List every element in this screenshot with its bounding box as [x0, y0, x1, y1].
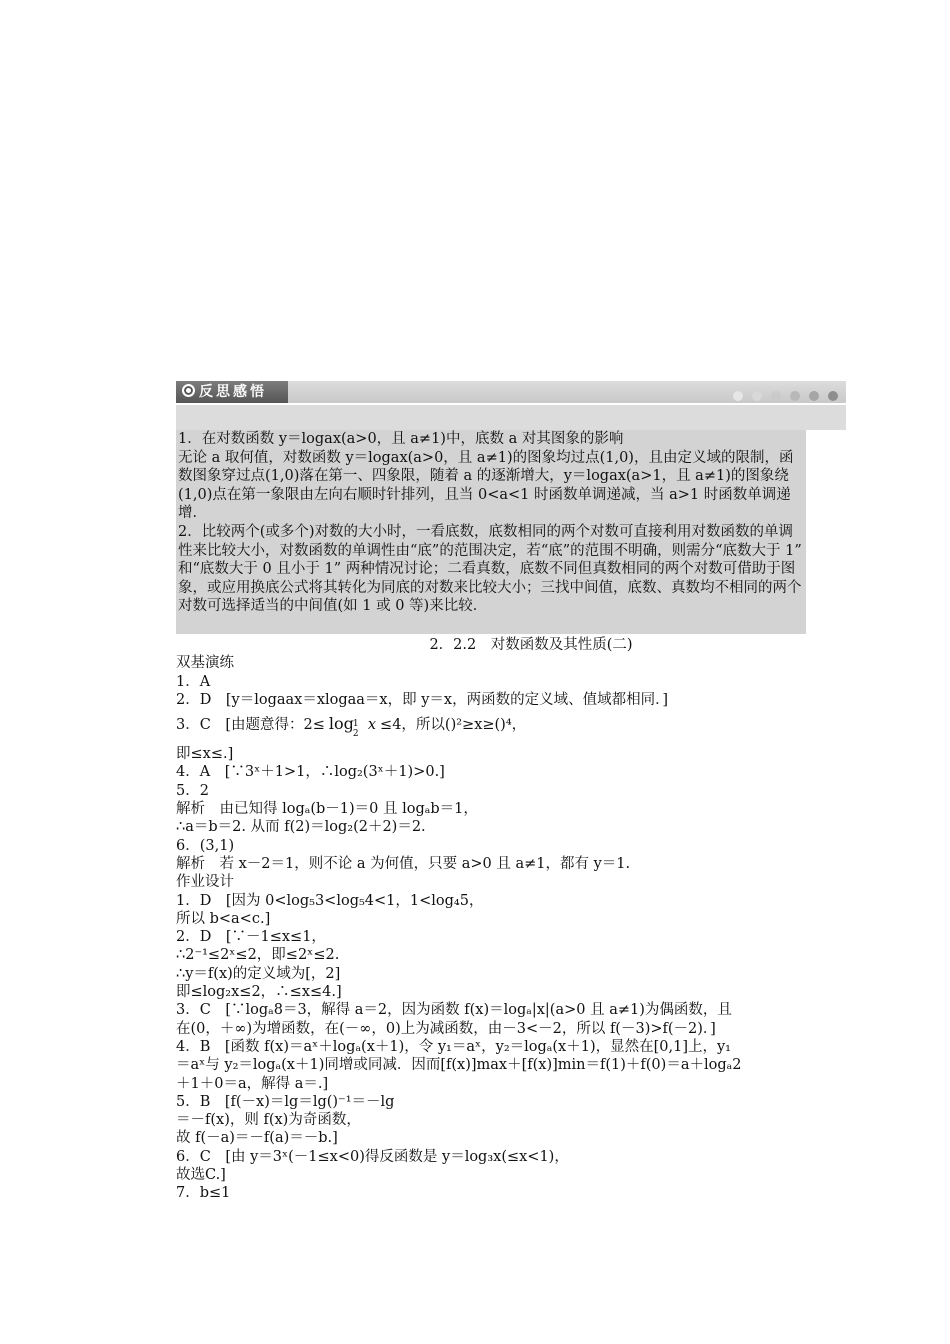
answer-line: ∴2⁻¹≤2ˣ≤2，即≤2ˣ≤2. — [176, 947, 340, 964]
answer-line: 即≤log₂x≤2，∴≤x≤4.] — [176, 984, 342, 1001]
answer-line: 即≤x≤.] — [176, 746, 234, 763]
answer-content — [176, 636, 806, 1203]
answer-line: 2．D [∵－1≤x≤1， — [176, 929, 326, 946]
decorative-dot-icon — [771, 391, 781, 401]
answer-line: 5．B [f(－x)＝lg＝lg()⁻¹＝－lg — [176, 1093, 395, 1110]
answer-line: 解析 若 x－2＝1，则不论 a 为何值，只要 a>0 且 a≠1，都有 y＝1. — [176, 855, 631, 872]
answer-line: 3．C [∵logₐ8＝3，解得 a＝2，因为函数 f(x)＝logₐ|x|(a>0 且 a≠1)为偶函数，且 — [176, 1002, 732, 1019]
answer-line: 1．D [因为 0<log₅3<log₅4<1，1<log₄5， — [176, 892, 484, 909]
reflection-banner — [176, 381, 846, 403]
fraction-denominator: 2 — [352, 729, 359, 740]
reflection-paragraph: 2．比较两个(或多个)对数的大小时，一看底数，底数相同的两个对数可直接利用对数函数的单调性来比较大小，对数函数的单调性由“底”的范围决定，若“底”的范围不明确，则需分“底数大于 1” 和“底数大于 0 且小于 1” 两种情况讨论；二看真数，底数不同但真数相同的两个对数可借助于图象，或应用换底公式将其转化为同底的对数来比较大小；三找中间值，底数、真数均不相同的两个对数可选择适当的中间值(如 1 或 0 等)来比较． — [178, 523, 802, 615]
line-prefix: 3．C [由题意得：2≤ — [176, 717, 325, 734]
log-argument: x — [367, 717, 377, 734]
answer-line: ＝－f(x)，则 f(x)为奇函数， — [176, 1112, 361, 1129]
answer-line: 1．A — [176, 673, 211, 690]
answer-line: 6．(3,1) — [176, 837, 235, 854]
reflection-paragraph: 无论 a 取何值，对数函数 y＝logax(a>0，且 a≠1)的图象均过点(1,0)，且由定义域的限制，函数图象穿过点(1,0)落在第一、四象限，随着 a 的逐渐增大，y＝logax(a>1，且 a≠1)的图象绕(1,0)点在第一象限由左向右顺时针排列，且当 0<a<1 时函数单调递减，当 a>1 时函数单调递增． — [178, 449, 794, 522]
banner-tab — [176, 381, 288, 403]
decorative-dot-icon — [828, 391, 838, 401]
answer-line: 所以 b<a<c.] — [176, 910, 271, 927]
answer-line-with-log — [176, 709, 806, 745]
banner-gray-strip — [176, 405, 846, 430]
log-symbol: log — [328, 714, 354, 734]
decorative-dot-icon — [733, 391, 743, 401]
section-title: 2．2.2 对数函数及其性质(二) — [429, 637, 633, 653]
answer-line: 在(0，＋∞)为增函数，在(－∞，0)上为减函数，由－3<－2，所以 f(－3)>f(－2)．] — [176, 1020, 716, 1037]
reflection-box — [176, 430, 806, 634]
answer-line: 解析 由已知得 logₐ(b－1)＝0 且 logₐb＝1， — [176, 801, 478, 818]
log-expression — [329, 709, 376, 740]
subsection-heading: 双基演练 — [176, 655, 234, 672]
bullet-circle-icon — [182, 384, 195, 397]
answer-line: ∴y＝f(x)的定义域为[，2] — [176, 965, 341, 982]
answer-line: 6．C [由 y＝3ˣ(－1≤x<0)得反函数是 y＝log₃x(≤x<1)， — [176, 1148, 569, 1165]
subsection-heading: 作业设计 — [176, 874, 234, 891]
decorative-dot-icon — [752, 391, 762, 401]
decorative-dot-icon — [809, 391, 819, 401]
answer-line: 4．B [函数 f(x)＝aˣ＋logₐ(x＋1)，令 y₁＝aˣ，y₂＝logₐ(x＋1)，显然在[0,1]上，y₁ — [176, 1038, 731, 1055]
log-base-fraction — [353, 719, 359, 739]
banner-title: 反思感悟 — [199, 384, 267, 400]
answer-line: 5．2 — [176, 782, 209, 799]
fraction-numerator: 1 — [352, 719, 359, 730]
answer-line: 2．D [y＝logaax＝xlogaa＝x，即 y＝x，两函数的定义域、值域都相同．] — [176, 691, 668, 708]
answer-line: ∴a＝b＝2. 从而 f(2)＝log₂(2＋2)＝2. — [176, 819, 426, 836]
answer-line: ＝aˣ与 y₂＝logₐ(x＋1)同增或同减．因而[f(x)]max＋[f(x)]min＝f(1)＋f(0)＝a＋logₐ2 — [176, 1057, 742, 1074]
answer-line: 故 f(－a)＝－f(a)＝－b.] — [176, 1130, 338, 1147]
decorative-dot-icon — [790, 391, 800, 401]
answer-line: ＋1＋0＝a，解得 a＝.] — [176, 1075, 329, 1092]
line-suffix: ≤4，所以()²≥x≥()⁴， — [380, 717, 527, 734]
answer-line: 故选C.] — [176, 1167, 226, 1184]
answer-line: 7．b≤1 — [176, 1185, 231, 1202]
answer-line: 4．A [∵3ˣ＋1>1，∴log₂(3ˣ＋1)>0.] — [176, 764, 445, 781]
decorative-dots — [724, 386, 838, 405]
reflection-paragraph: 1．在对数函数 y＝logax(a>0，且 a≠1)中，底数 a 对其图象的影响 — [178, 431, 624, 447]
